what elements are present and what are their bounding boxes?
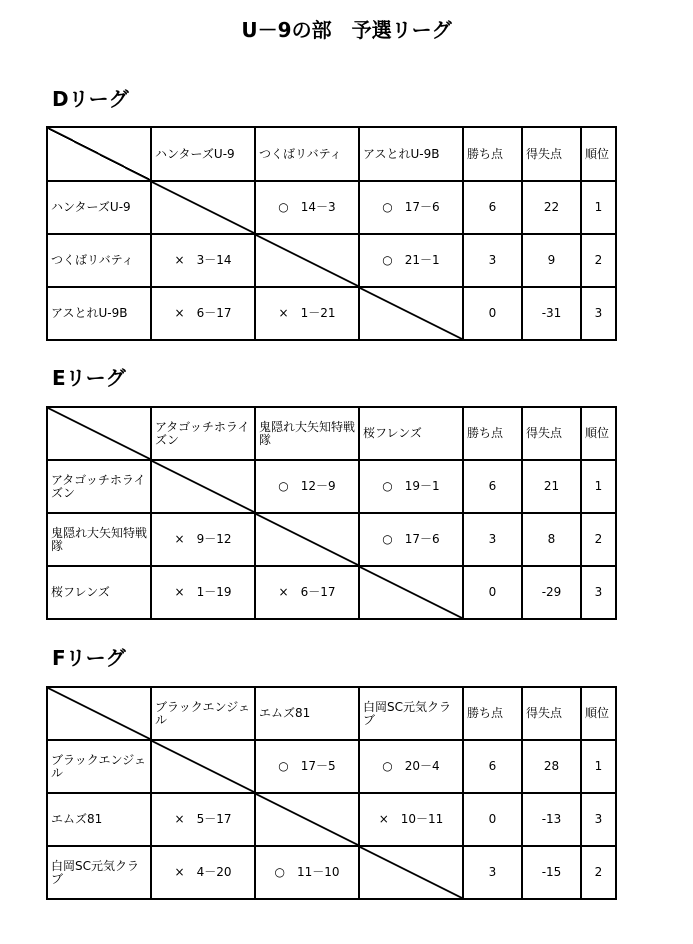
self-cell [255, 513, 359, 566]
header-rank: 順位 [581, 407, 616, 460]
diff-cell: -29 [522, 566, 581, 619]
diff-cell: 8 [522, 513, 581, 566]
self-cell [151, 740, 255, 793]
table-row [47, 740, 616, 793]
league-title-f: Fリーグ [52, 646, 126, 670]
match-result: × 1－19 [151, 566, 255, 619]
table-row [47, 234, 616, 287]
diff-cell: -15 [522, 846, 581, 899]
rank-cell: 2 [581, 234, 616, 287]
rank-cell: 1 [581, 181, 616, 234]
diff-cell: 28 [522, 740, 581, 793]
rank-cell: 2 [581, 513, 616, 566]
league-table-f [46, 686, 617, 900]
match-result: × 3－14 [151, 234, 255, 287]
rank-cell: 2 [581, 846, 616, 899]
diff-cell: 21 [522, 460, 581, 513]
self-cell [255, 793, 359, 846]
match-result: × 10－11 [359, 793, 463, 846]
points-cell: 6 [463, 460, 522, 513]
points-cell: 3 [463, 846, 522, 899]
match-result: ○ 20－4 [359, 740, 463, 793]
points-cell: 6 [463, 181, 522, 234]
self-cell [151, 460, 255, 513]
header-diff: 得失点 [522, 687, 581, 740]
table-row [47, 846, 616, 899]
header-diff: 得失点 [522, 407, 581, 460]
table-row [47, 460, 616, 513]
row-team: つくばリバティ [47, 234, 151, 287]
header-rank: 順位 [581, 687, 616, 740]
diff-cell: 9 [522, 234, 581, 287]
row-team: 白岡SC元気クラブ [47, 846, 151, 899]
header-rank: 順位 [581, 127, 616, 181]
header-team: 桜フレンズ [359, 407, 463, 460]
rank-cell: 3 [581, 793, 616, 846]
corner-cell [47, 407, 151, 460]
page-title: U－9の部 予選リーグ [241, 18, 452, 42]
diff-cell: -31 [522, 287, 581, 340]
points-cell: 0 [463, 793, 522, 846]
header-points: 勝ち点 [463, 127, 522, 181]
header-team: ブラックエンジェル [151, 687, 255, 740]
match-result: ○ 21－1 [359, 234, 463, 287]
match-result: ○ 11－10 [255, 846, 359, 899]
points-cell: 3 [463, 513, 522, 566]
match-result: ○ 17－6 [359, 513, 463, 566]
points-cell: 3 [463, 234, 522, 287]
points-cell: 6 [463, 740, 522, 793]
match-result: ○ 14－3 [255, 181, 359, 234]
row-team: アタゴッチホライズン [47, 460, 151, 513]
header-row [47, 407, 616, 460]
header-team: アスとれU-9B [359, 127, 463, 181]
header-points: 勝ち点 [463, 407, 522, 460]
diff-cell: 22 [522, 181, 581, 234]
rank-cell: 3 [581, 287, 616, 340]
table-row [47, 513, 616, 566]
match-result: × 6－17 [151, 287, 255, 340]
header-team: 鬼隠れ大矢知特戦隊 [255, 407, 359, 460]
corner-cell [47, 687, 151, 740]
table-row [47, 566, 616, 619]
rank-cell: 1 [581, 460, 616, 513]
header-row [47, 127, 616, 181]
header-team: アタゴッチホライズン [151, 407, 255, 460]
match-result: × 6－17 [255, 566, 359, 619]
self-cell [359, 566, 463, 619]
row-team: 桜フレンズ [47, 566, 151, 619]
diff-cell: -13 [522, 793, 581, 846]
corner-cell [47, 127, 151, 181]
row-team: ブラックエンジェル [47, 740, 151, 793]
self-cell [359, 846, 463, 899]
rank-cell: 3 [581, 566, 616, 619]
table-row [47, 287, 616, 340]
match-result: ○ 12－9 [255, 460, 359, 513]
header-team: つくばリバティ [255, 127, 359, 181]
league-table-e [46, 406, 617, 620]
match-result: × 4－20 [151, 846, 255, 899]
match-result: ○ 17－6 [359, 181, 463, 234]
header-team: 白岡SC元気クラブ [359, 687, 463, 740]
rank-cell: 1 [581, 740, 616, 793]
row-team: アスとれU-9B [47, 287, 151, 340]
header-team: ハンターズU-9 [151, 127, 255, 181]
league-title-e: Eリーグ [52, 366, 126, 390]
row-team: ハンターズU-9 [47, 181, 151, 234]
row-team: エムズ81 [47, 793, 151, 846]
league-title-d: Dリーグ [52, 87, 129, 111]
header-team: エムズ81 [255, 687, 359, 740]
self-cell [151, 181, 255, 234]
table-row [47, 793, 616, 846]
match-result: × 9－12 [151, 513, 255, 566]
match-result: × 5－17 [151, 793, 255, 846]
match-result: ○ 19－1 [359, 460, 463, 513]
header-points: 勝ち点 [463, 687, 522, 740]
self-cell [359, 287, 463, 340]
row-team: 鬼隠れ大矢知特戦隊 [47, 513, 151, 566]
header-row [47, 687, 616, 740]
points-cell: 0 [463, 287, 522, 340]
league-table-d [46, 126, 617, 341]
points-cell: 0 [463, 566, 522, 619]
header-diff: 得失点 [522, 127, 581, 181]
self-cell [255, 234, 359, 287]
match-result: ○ 17－5 [255, 740, 359, 793]
table-row [47, 181, 616, 234]
match-result: × 1－21 [255, 287, 359, 340]
